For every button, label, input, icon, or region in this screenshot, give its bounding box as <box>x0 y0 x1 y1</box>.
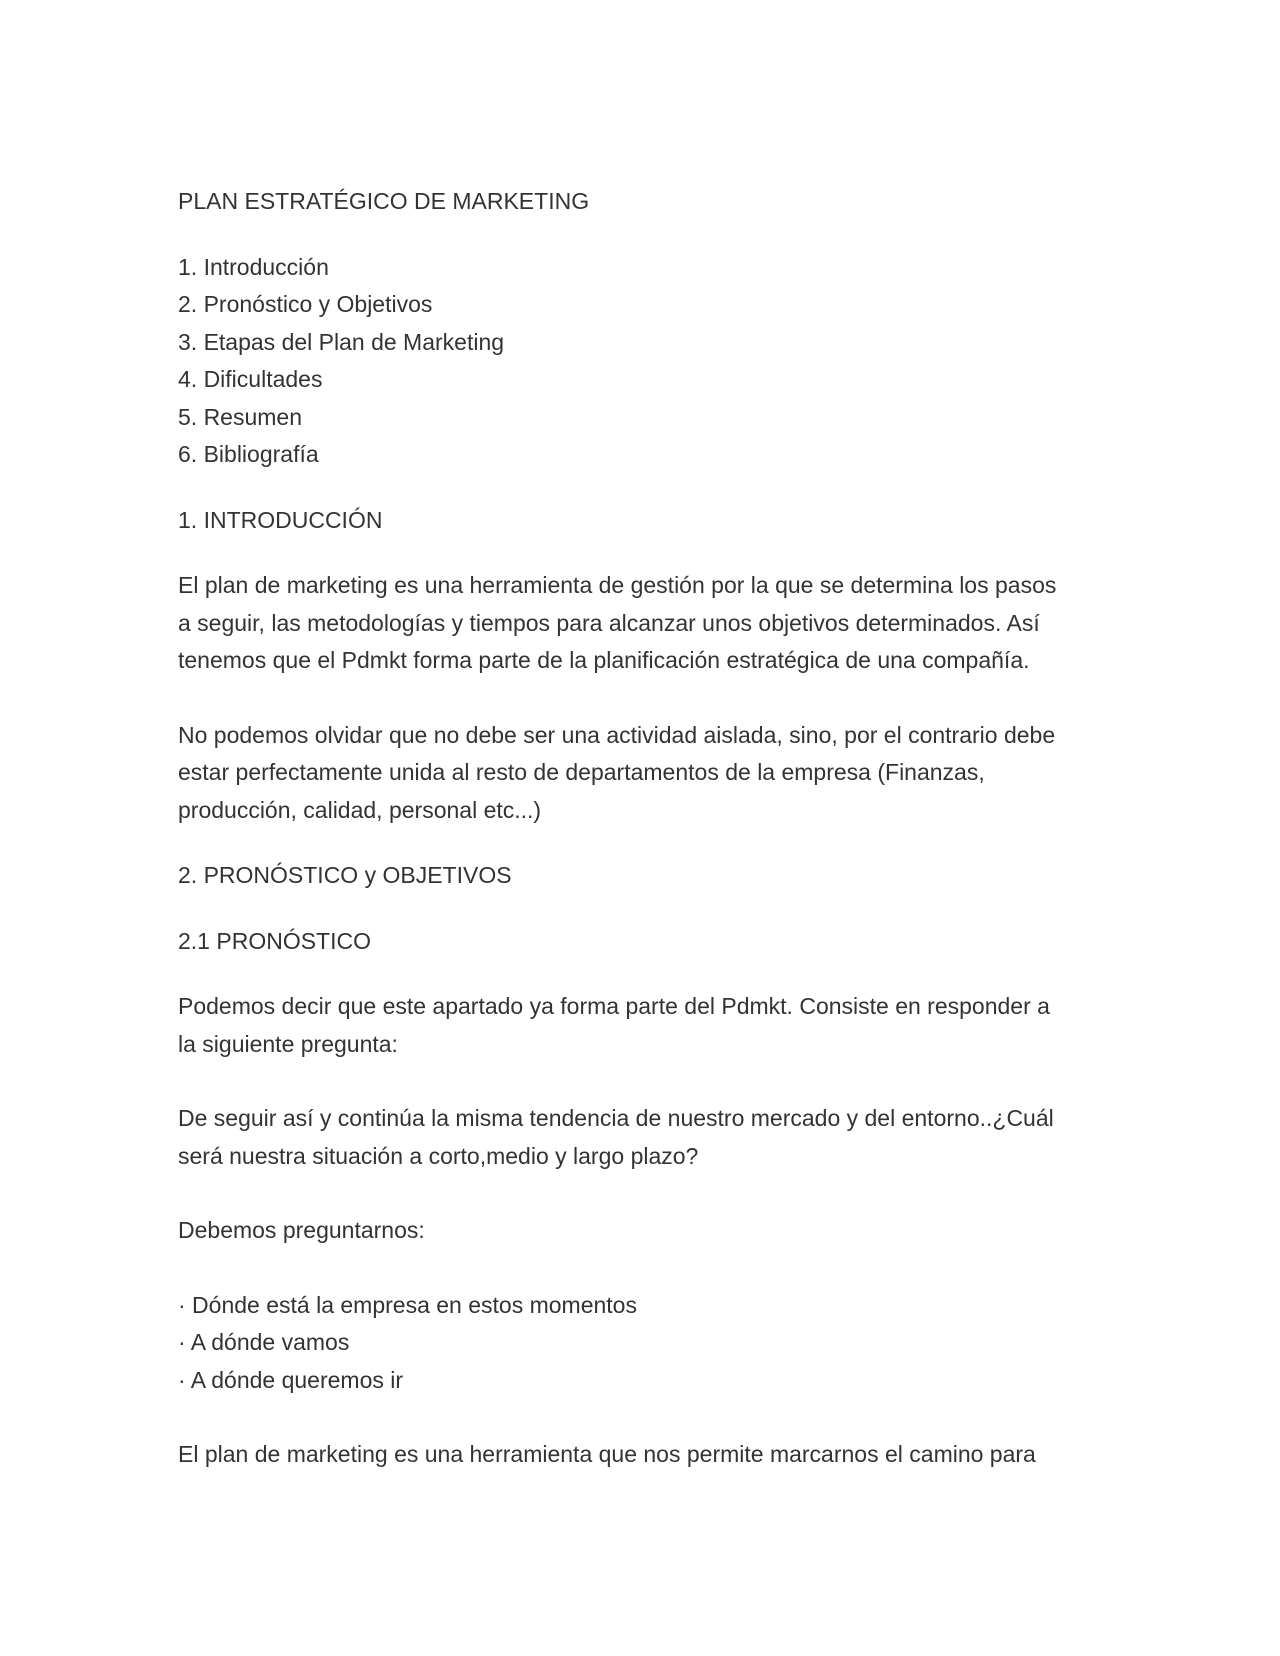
paragraph-line: a seguir, las metodologías y tiempos para alcanzar unos objetivos determinados. Así <box>178 609 1040 636</box>
document-page <box>178 183 1098 1474</box>
intro-paragraph-2 <box>178 717 1098 830</box>
list-item: · A dónde vamos <box>178 1329 350 1355</box>
pronostico-paragraph-1 <box>178 988 1098 1063</box>
table-of-contents <box>178 249 1098 474</box>
toc-item: 6. Bibliografía <box>178 441 319 467</box>
paragraph-line: estar perfectamente unida al resto de departamentos de la empresa (Finanzas, <box>178 759 985 785</box>
section-heading-introduccion: 1. INTRODUCCIÓN <box>178 506 383 533</box>
section-heading-pronostico-objetivos: 2. PRONÓSTICO y OBJETIVOS <box>178 862 512 888</box>
paragraph-line: El plan de marketing es una herramienta de gestión por la que se determina los pasos <box>178 572 1057 598</box>
pronostico-paragraph-3: Debemos preguntarnos: <box>178 1217 425 1243</box>
questions-list <box>178 1287 1098 1400</box>
toc-item: 4. Dificultades <box>178 366 323 392</box>
document-title: PLAN ESTRATÉGICO DE MARKETING <box>178 188 590 214</box>
toc-item: 2. Pronóstico y Objetivos <box>178 291 433 317</box>
pronostico-paragraph-2 <box>178 1100 1098 1175</box>
paragraph-line: producción, calidad, personal etc...) <box>178 796 542 823</box>
paragraph-line: será nuestra situación a corto,medio y largo plazo? <box>178 1142 699 1169</box>
paragraph-line: Podemos decir que este apartado ya forma parte del Pdmkt. Consiste en responder a <box>178 993 1050 1019</box>
toc-item: 1. Introducción <box>178 253 329 280</box>
subsection-heading-pronostico: 2.1 PRONÓSTICO <box>178 927 371 954</box>
intro-paragraph-1 <box>178 567 1098 680</box>
closing-paragraph-line: El plan de marketing es una herramienta que nos permite marcarnos el camino para <box>178 1441 1036 1467</box>
paragraph-line: la siguiente pregunta: <box>178 1030 398 1057</box>
toc-item: 5. Resumen <box>178 403 303 430</box>
paragraph-line: No podemos olvidar que no debe ser una actividad aislada, sino, por el contrario debe <box>178 721 1056 748</box>
paragraph-line: tenemos que el Pdmkt forma parte de la planificación estratégica de una compañía. <box>178 647 1030 673</box>
paragraph-line: De seguir así y continúa la misma tendencia de nuestro mercado y del entorno..¿Cuál <box>178 1105 1054 1131</box>
toc-item: 3. Etapas del Plan de Marketing <box>178 328 505 355</box>
list-item: · A dónde queremos ir <box>178 1366 404 1393</box>
list-item: · Dónde está la empresa en estos momentos <box>178 1291 637 1318</box>
